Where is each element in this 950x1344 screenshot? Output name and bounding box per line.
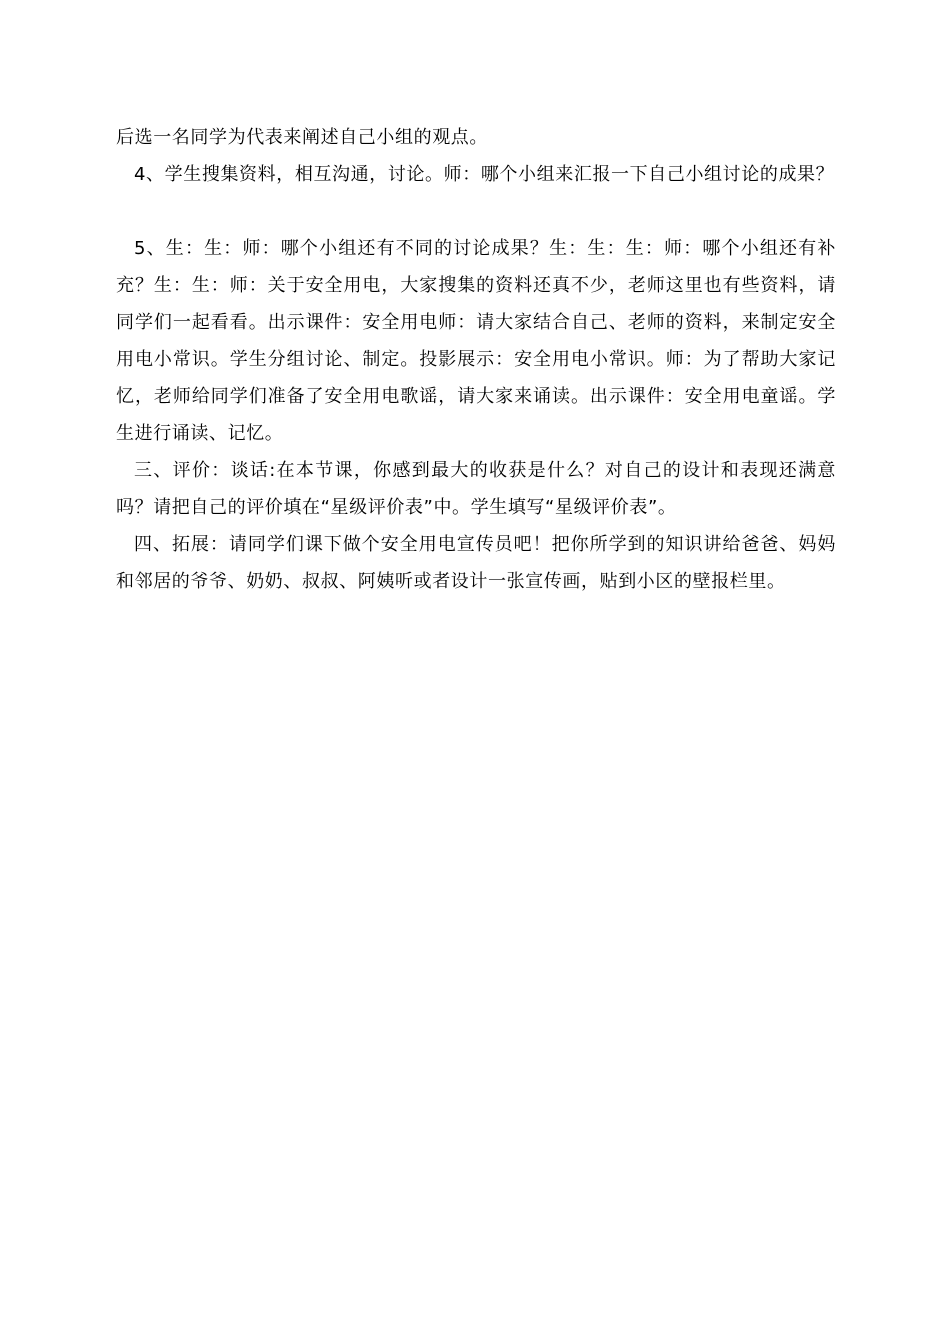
document-body bbox=[116, 119, 836, 600]
paragraph-step-4: 4、学生搜集资料，相互沟通，讨论。师：哪个小组来汇报一下自己小组讨论的成果？ bbox=[134, 164, 835, 185]
paragraph-step-5: 5、生：生：师：哪个小组还有不同的讨论成果？生：生：生：师：哪个小组还有补充？生：生：师：关于安全用电，大家搜集的资料还真不少，老师这里也有些资料，请同学们一起看看。出示课件：安全用电师：请大家结合自己、老师的资料，来制定安全用电小常识。学生分组讨论、制定。投影展示：安全用电小常识。师：为了帮助大家记忆，老师给同学们准备了安全用电歌谣，请大家来诵读。出示课件：安全用电童谣。学生进行诵读、记忆。 bbox=[116, 238, 836, 444]
paragraph-continuation: 后选一名同学为代表来阐述自己小组的观点。 bbox=[116, 127, 488, 148]
paragraph-extension: 四、拓展：请同学们课下做个安全用电宣传员吧！把你所学到的知识讲给爸爸、妈妈和邻居的爷爷、奶奶、叔叔、阿姨听或者设计一张宣传画，贴到小区的壁报栏里。 bbox=[116, 534, 836, 592]
paragraph-evaluation: 三、评价：谈话:在本节课，你感到最大的收获是什么？对自己的设计和表现还满意吗？请把自己的评价填在“星级评价表”中。学生填写“星级评价表”。 bbox=[116, 460, 836, 518]
